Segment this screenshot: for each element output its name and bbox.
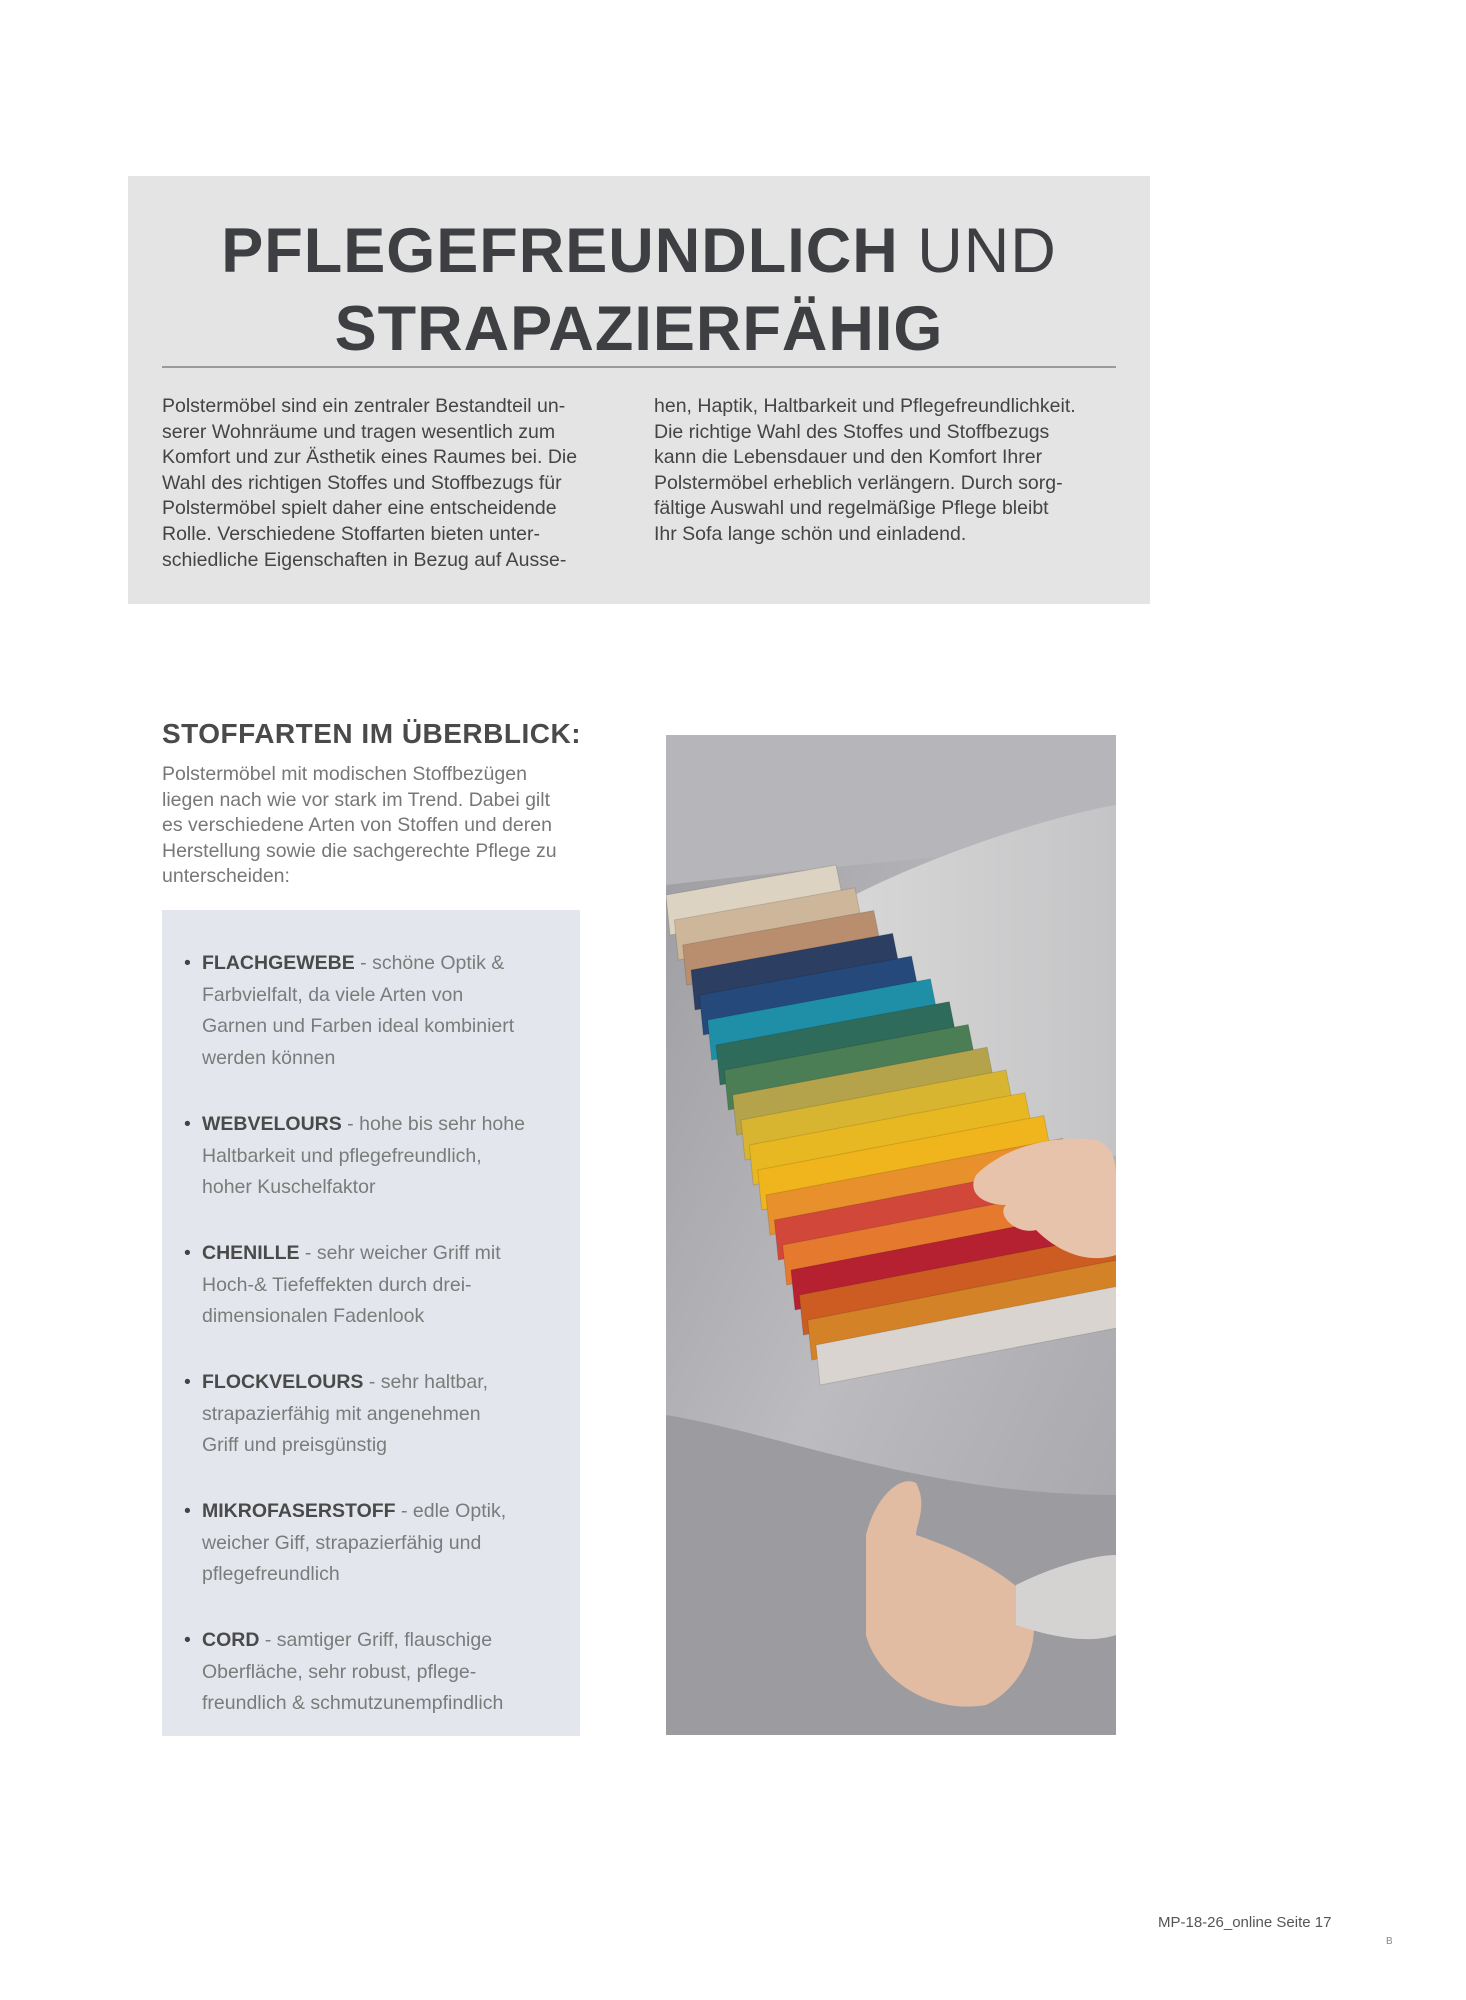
intro-line: Komfort und zur Ästhetik eines Raumes bei. Die	[162, 446, 578, 469]
fabric-desc: - samtiger Griff, flauschige	[259, 1629, 493, 1651]
fabric-line: Haltbarkeit und pflegefreundlich,	[202, 1144, 482, 1167]
fabric-line	[202, 1625, 582, 1657]
intro-line: fältige Auswahl und regelmäßige Pflege bleibt	[654, 497, 1049, 520]
list-item-webvelours	[184, 1109, 582, 1204]
fabric-line: dimensionalen Fadenlook	[202, 1305, 425, 1327]
title-line-2	[128, 290, 1150, 368]
list-item-mikrofaserstoff	[184, 1496, 582, 1591]
fabric-line: hoher Kuschelfaktor	[202, 1176, 376, 1198]
intro-line: schiedliche Eigenschaften in Bezug auf Ausse-	[162, 548, 567, 571]
title-divider	[162, 366, 1116, 368]
section-heading: STOFFARTEN IM ÜBERBLICK:	[162, 718, 582, 749]
bullet-icon: •	[184, 952, 191, 974]
section-text-line: Herstellung sowie die sachgerechte Pflege zu	[162, 839, 557, 862]
fabric-desc: - sehr haltbar,	[363, 1371, 489, 1393]
intro-line: Ihr Sofa lange schön und einladend.	[654, 522, 967, 545]
fabric-desc: - edle Optik,	[395, 1500, 507, 1522]
fabric-desc: - hohe bis sehr hohe	[341, 1113, 525, 1135]
intro-line: hen, Haptik, Haltbarkeit und Pflegefreundlichkeit.	[654, 395, 1076, 417]
fabric-desc: - sehr weicher Griff mit	[299, 1242, 501, 1264]
fabric-line: Hoch-& Tiefeffekten durch drei-	[202, 1273, 472, 1296]
fabric-line: strapazierfähig mit angenehmen	[202, 1402, 481, 1425]
title-bold-1: PFLEGEFREUNDLICH	[221, 216, 899, 286]
list-item-flockvelours	[184, 1367, 582, 1462]
fabric-desc: - schöne Optik &	[354, 952, 505, 974]
fabric-line: Oberfläche, sehr robust, pflege-	[202, 1660, 477, 1683]
corner-mark: B	[1386, 1936, 1393, 1947]
intro-column-right	[654, 394, 1116, 548]
intro-line: serer Wohnräume und tragen wesentlich zum	[162, 420, 556, 443]
fabric-name: WEBVELOURS	[202, 1113, 342, 1135]
fabric-line: Garnen und Farben ideal kombiniert	[202, 1015, 515, 1037]
title-light-1: UND	[917, 216, 1057, 286]
fabric-name: CHENILLE	[202, 1242, 300, 1264]
bullet-icon: •	[184, 1371, 191, 1393]
intro-line: kann die Lebensdauer und den Komfort Ihrer	[654, 446, 1043, 469]
intro-box	[128, 176, 1150, 604]
fabric-line: pflegefreundlich	[202, 1563, 340, 1585]
list-item-cord	[184, 1625, 582, 1720]
fabric-list-box	[162, 910, 580, 1736]
fabric-name: CORD	[202, 1629, 260, 1651]
title-line-1	[128, 212, 1150, 290]
fabric-line: freundlich & schmutzunempfindlich	[202, 1692, 504, 1714]
fabric-line	[202, 1238, 582, 1270]
intro-line: Polstermöbel spielt daher eine entscheidende	[162, 497, 557, 520]
intro-line: Die richtige Wahl des Stoffes und Stoffbezugs	[654, 420, 1050, 443]
bullet-icon: •	[184, 1629, 191, 1651]
bullet-icon: •	[184, 1500, 191, 1522]
fabric-line: Griff und preisgünstig	[202, 1434, 387, 1456]
fabric-name: MIKROFASERSTOFF	[202, 1500, 396, 1522]
page-title	[128, 212, 1150, 368]
bullet-icon: •	[184, 1242, 191, 1264]
section-text-line: unterscheiden:	[162, 865, 290, 887]
intro-line: Rolle. Verschiedene Stoffarten bieten unter-	[162, 522, 540, 545]
fabric-line: werden können	[202, 1046, 336, 1069]
fabric-name: FLACHGEWEBE	[202, 952, 355, 974]
fabric-swatches-photo	[666, 735, 1116, 1735]
fabric-line	[202, 1109, 582, 1141]
fabric-line	[202, 948, 582, 980]
section-intro-text	[162, 762, 612, 890]
fabric-name: FLOCKVELOURS	[202, 1371, 364, 1393]
section-text-line: Polstermöbel mit modischen Stoffbezügen	[162, 763, 527, 785]
bullet-icon: •	[184, 1113, 191, 1135]
intro-line: Wahl des richtigen Stoffes und Stoffbezugs für	[162, 471, 562, 494]
intro-column-left	[162, 394, 624, 573]
intro-line: Polstermöbel erheblich verlängern. Durch sorg-	[654, 471, 1063, 494]
footer-page-code: MP-18-26_online Seite 17	[1158, 1914, 1332, 1931]
fabric-line	[202, 1496, 582, 1528]
fabric-line: weicher Giff, strapazierfähig und	[202, 1531, 482, 1554]
section-text-line: es verschiedene Arten von Stoffen und deren	[162, 814, 552, 836]
list-item-flachgewebe	[184, 948, 582, 1074]
fabric-line	[202, 1367, 582, 1399]
section-text-line: liegen nach wie vor stark im Trend. Dabei gilt	[162, 788, 551, 811]
fabric-line: Farbvielfalt, da viele Arten von	[202, 983, 464, 1006]
title-bold-2: STRAPAZIERFÄHIG	[334, 294, 944, 364]
intro-line: Polstermöbel sind ein zentraler Bestandteil un-	[162, 395, 566, 417]
list-item-chenille	[184, 1238, 582, 1333]
